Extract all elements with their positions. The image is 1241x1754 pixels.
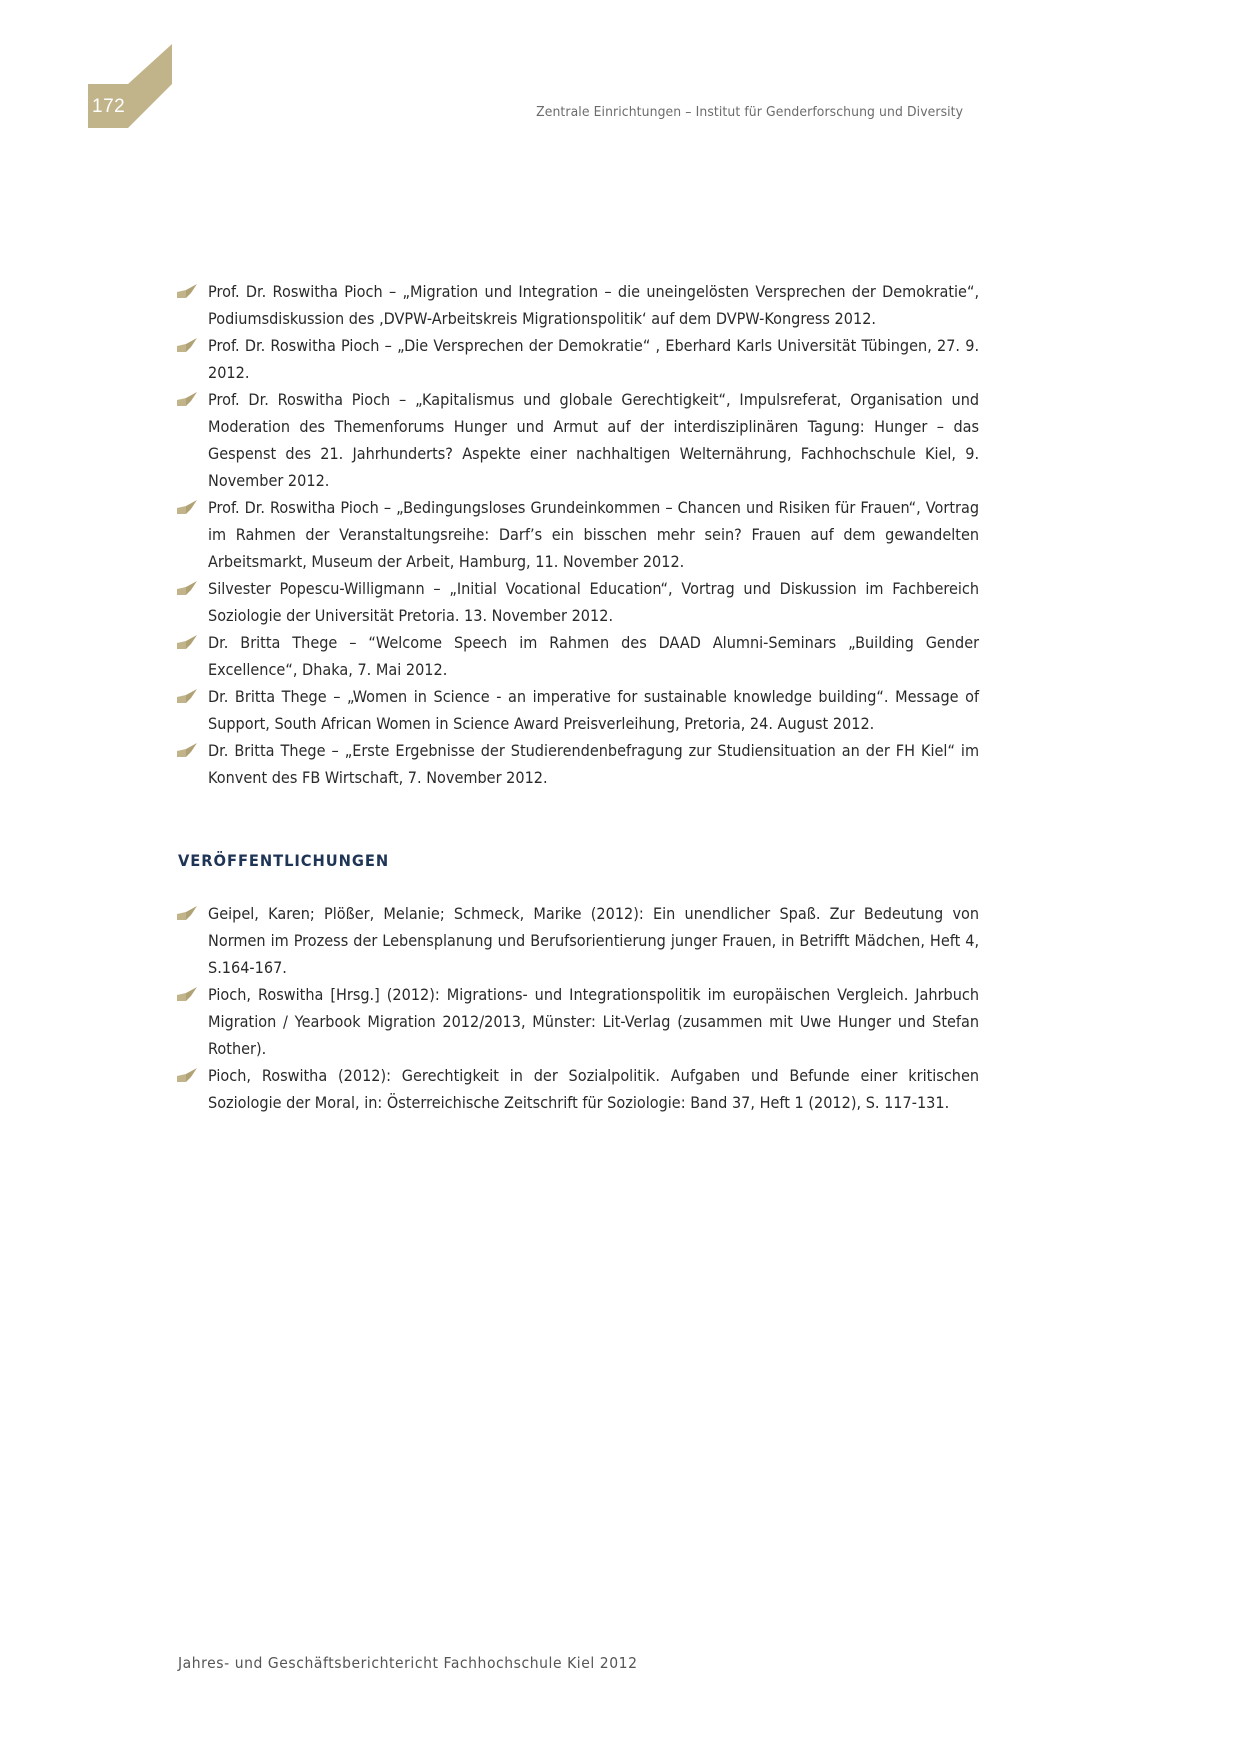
talks-list <box>176 278 980 791</box>
talk-item <box>176 683 980 737</box>
main-content <box>176 278 980 1116</box>
arrow-bullet-icon <box>176 499 198 515</box>
publication-item <box>176 1062 980 1116</box>
publication-item-text: Geipel, Karen; Plößer, Melanie; Schmeck, Marike (2012): Ein unendlicher Spaß. Zur Bedeutung von Normen im Prozess der Lebensplanung und Berufsorientierung junger Frauen, in Betrifft Mädchen, Heft 4, S.164-167. <box>208 904 980 977</box>
arrow-bullet-icon <box>176 337 198 353</box>
talk-item-text: Dr. Britta Thege – „Women in Science - an imperative for sustainable knowledge building“. Message of Support, South African Women in Science Award Preisverleihung, Pretoria, 24. August 2012. <box>208 687 980 733</box>
running-header: Zentrale Einrichtungen – Institut für Genderforschung und Diversity <box>536 104 963 120</box>
talk-item-text: Prof. Dr. Roswitha Pioch – „Bedingungsloses Grundeinkommen – Chancen und Risiken für Frauen“, Vortrag im Rahmen der Veranstaltungsreihe: Darf’s ein bisschen mehr sein? Frauen auf dem gewandelten Arbeitsmarkt, Museum der Arbeit, Hamburg, 11. November 2012. <box>208 498 980 571</box>
talk-item-text: Silvester Popescu-Willigmann – „Initial Vocational Education“, Vortrag und Diskussion im Fachbereich Soziologie der Universität Pretoria. 13. November 2012. <box>208 579 980 625</box>
section-heading-publications: VERÖFFENTLICHUNGEN <box>178 851 390 870</box>
talk-item <box>176 332 980 386</box>
arrow-bullet-icon <box>176 986 198 1002</box>
arrow-bullet-icon <box>176 391 198 407</box>
publication-item-text: Pioch, Roswitha [Hrsg.] (2012): Migrations- und Integrationspolitik im europäischen Vergleich. Jahrbuch Migration / Yearbook Migration 2012/2013, Münster: Lit-Verlag (zusammen mit Uwe Hunger und Stefan Rother). <box>208 985 980 1058</box>
talk-item <box>176 575 980 629</box>
talk-item-text: Prof. Dr. Roswitha Pioch – „Die Versprechen der Demokratie“ , Eberhard Karls Universität Tübingen, 27. 9. 2012. <box>208 336 980 382</box>
arrow-bullet-icon <box>176 580 198 596</box>
talk-item <box>176 386 980 494</box>
arrow-bullet-icon <box>176 634 198 650</box>
page-footer: Jahres- und Geschäftsberichtericht Fachhochschule Kiel 2012 <box>178 1654 638 1672</box>
arrow-bullet-icon <box>176 688 198 704</box>
publication-item-text: Pioch, Roswitha (2012): Gerechtigkeit in der Sozialpolitik. Aufgaben und Befunde einer kritischen Soziologie der Moral, in: Österreichische Zeitschrift für Soziologie: Band 37, Heft 1 (2012), S. 117-131. <box>208 1066 980 1112</box>
talk-item-text: Dr. Britta Thege – „Erste Ergebnisse der Studierendenbefragung zur Studiensituation an der FH Kiel“ im Konvent des FB Wirtschaft, 7. November 2012. <box>208 741 980 787</box>
publication-item <box>176 900 980 981</box>
page-number: 172 <box>92 96 126 117</box>
talk-item-text: Prof. Dr. Roswitha Pioch – „Migration und Integration – die uneingelösten Versprechen der Demokratie“, Podiumsdiskussion des ‚DVPW-Arbeitskreis Migrationspolitik‘ auf dem DVPW-Kongress 2012. <box>208 282 980 328</box>
talk-item <box>176 737 980 791</box>
publication-item <box>176 981 980 1062</box>
arrow-bullet-icon <box>176 283 198 299</box>
talk-item <box>176 278 980 332</box>
publications-list <box>176 900 980 1116</box>
talk-item-text: Prof. Dr. Roswitha Pioch – „Kapitalismus und globale Gerechtigkeit“, Impulsreferat, Organisation und Moderation des Themenforums Hunger und Armut auf der interdisziplinären Tagung: Hunger – das Gespenst des 21. Jahrhunderts? Aspekte einer nachhaltigen Welternährung, Fachhochschule Kiel, 9. November 2012. <box>208 390 980 490</box>
arrow-bullet-icon <box>176 905 198 921</box>
arrow-bullet-icon <box>176 1067 198 1083</box>
arrow-bullet-icon <box>176 742 198 758</box>
talk-item <box>176 494 980 575</box>
talk-item <box>176 629 980 683</box>
talk-item-text: Dr. Britta Thege – “Welcome Speech im Rahmen des DAAD Alumni-Seminars „Building Gender Excellence“, Dhaka, 7. Mai 2012. <box>208 633 980 679</box>
